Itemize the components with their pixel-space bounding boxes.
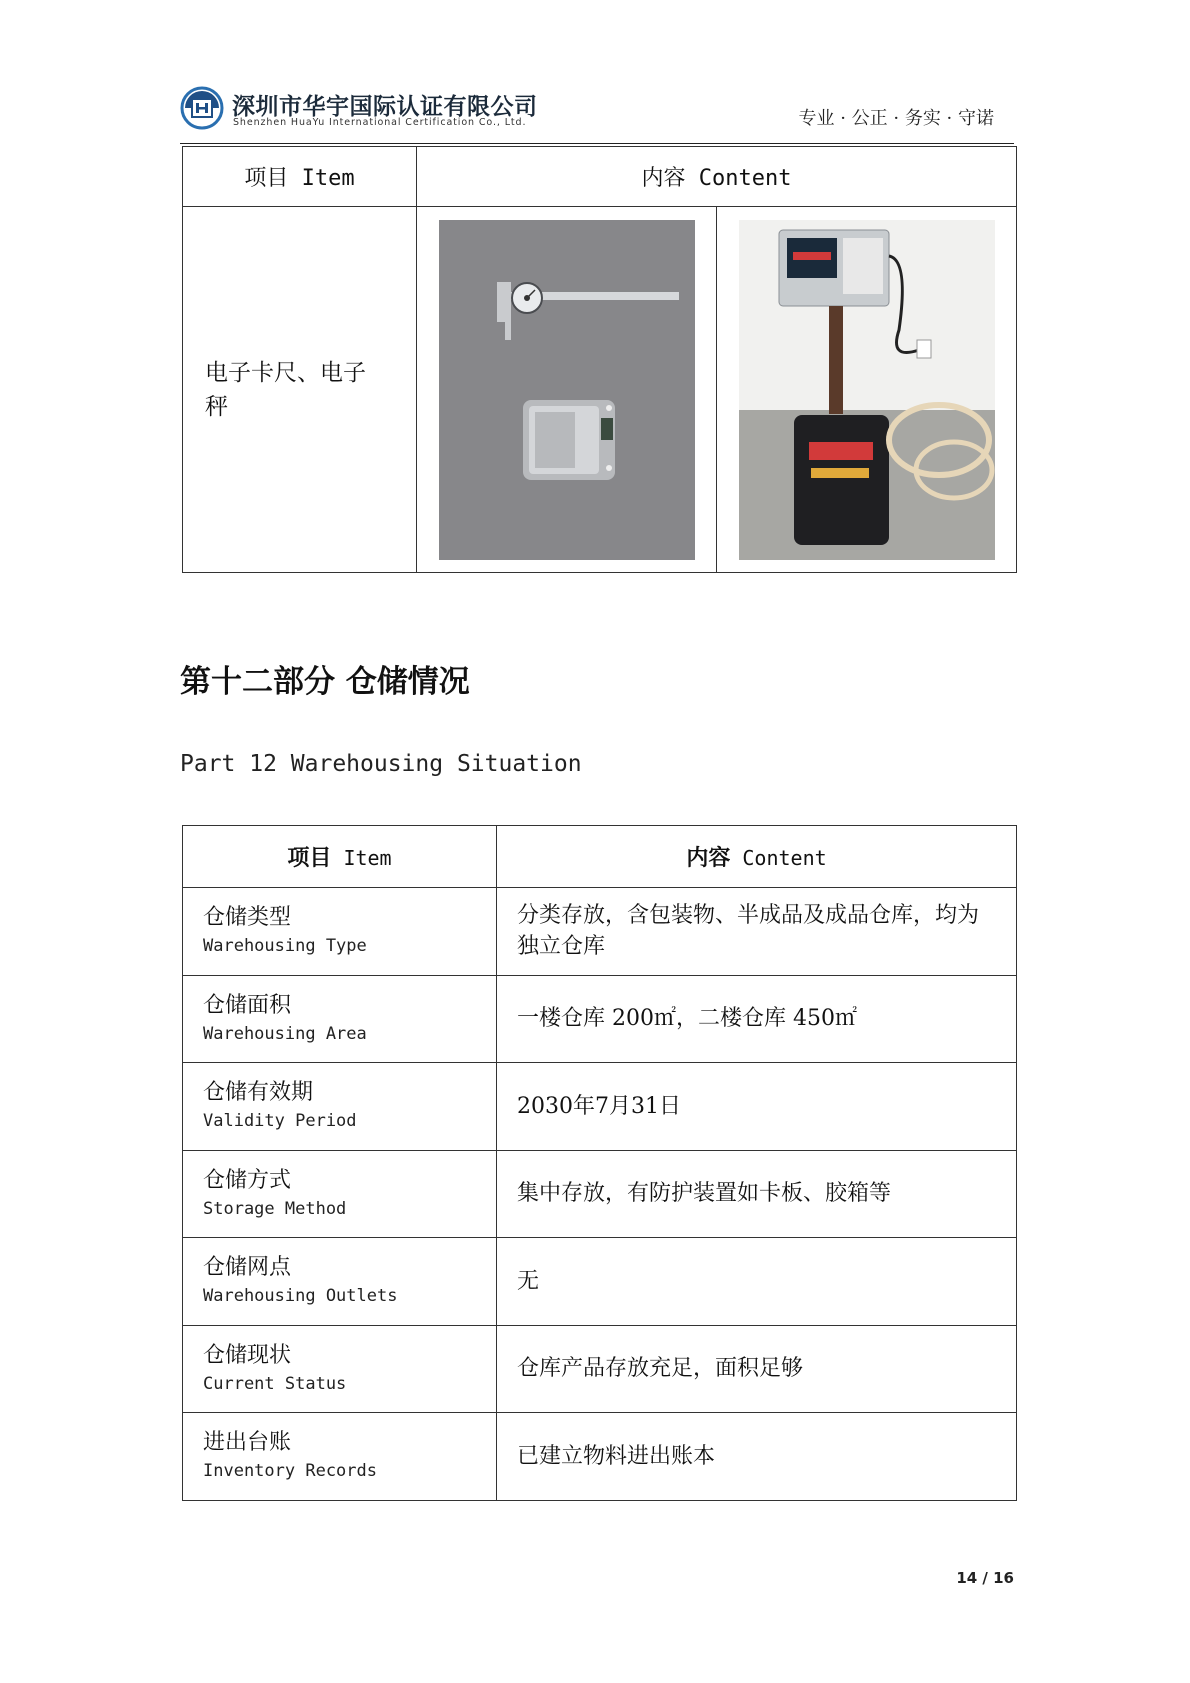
table-row xyxy=(183,1063,1017,1151)
row-label-cn: 仓储方式 xyxy=(203,1167,292,1193)
col-item-header xyxy=(183,147,417,207)
table-header-row xyxy=(183,826,1017,888)
row-value: 仓库产品存放充足，面积足够 xyxy=(497,1325,1017,1413)
row-label-cn: 仓储类型 xyxy=(203,905,292,931)
photo-cell-1 xyxy=(417,207,717,573)
row-value: 2030年7月31日 xyxy=(497,1063,1017,1151)
company-name-cn: 深圳市华宇国际认证有限公司 xyxy=(232,94,538,120)
section-subtitle: Part 12 Warehousing Situation xyxy=(180,751,582,777)
row-label xyxy=(183,1325,497,1413)
row-label-cn: 进出台账 xyxy=(203,1430,292,1456)
row-value: 已建立物料进出账本 xyxy=(497,1413,1017,1501)
section-title: 第十二部分 仓储情况 xyxy=(180,664,470,700)
row-label-cn: 仓储现状 xyxy=(203,1342,292,1368)
col-content-en: Content xyxy=(698,166,792,191)
row-label-cn: 仓储有效期 xyxy=(203,1080,314,1106)
table-row xyxy=(183,1325,1017,1413)
warehousing-table xyxy=(182,825,1017,1501)
col-content-en: Content xyxy=(742,846,827,870)
row-label-en: Inventory Records xyxy=(203,1461,377,1482)
row-value: 无 xyxy=(497,1238,1017,1326)
page-number: 14 / 16 xyxy=(956,1569,1014,1587)
col-item-cn: 项目 xyxy=(244,166,289,191)
table-row xyxy=(183,975,1017,1063)
company-logo-icon xyxy=(180,86,224,130)
page-header xyxy=(180,86,1014,144)
platform-scale-photo xyxy=(739,220,995,560)
col-item-en: Item xyxy=(301,166,355,191)
equipment-table xyxy=(182,146,1017,573)
row-label xyxy=(183,975,497,1063)
caliper-and-scale-photo xyxy=(439,220,695,560)
row-label-en: Current Status xyxy=(203,1373,347,1394)
row-value: 分类存放，含包装物、半成品及成品仓库，均为独立仓库 xyxy=(497,888,1017,976)
table-header-row xyxy=(183,147,1017,207)
col-item-cn: 项目 xyxy=(287,845,332,871)
row-label xyxy=(183,1063,497,1151)
row-label-en: Validity Period xyxy=(203,1111,357,1132)
col-content-cn: 内容 xyxy=(686,845,731,871)
row-label xyxy=(183,1238,497,1326)
col-content-header xyxy=(417,147,1017,207)
row-label-cn: 仓储面积 xyxy=(203,992,292,1018)
photo-cell-2 xyxy=(717,207,1017,573)
col-item-header xyxy=(183,826,497,888)
equipment-item-label: 电子卡尺、电子秤 xyxy=(205,359,366,420)
table-row xyxy=(183,1150,1017,1238)
row-label xyxy=(183,1413,497,1501)
row-value: 一楼仓库 200㎡，二楼仓库 450㎡ xyxy=(497,975,1017,1063)
col-item-en: Item xyxy=(343,846,392,870)
row-label-en: Warehousing Type xyxy=(203,936,367,957)
company-name-en: Shenzhen HuaYu International Certification Co., Ltd. xyxy=(233,117,527,128)
row-label-cn: 仓储网点 xyxy=(203,1255,292,1281)
row-label-en: Storage Method xyxy=(203,1198,347,1219)
row-value: 集中存放，有防护装置如卡板、胶箱等 xyxy=(497,1150,1017,1238)
row-label xyxy=(183,888,497,976)
table-row xyxy=(183,1413,1017,1501)
table-row xyxy=(183,888,1017,976)
row-label-en: Warehousing Outlets xyxy=(203,1286,398,1307)
table-row xyxy=(183,1238,1017,1326)
table-row xyxy=(183,207,1017,573)
col-content-header xyxy=(497,826,1017,888)
col-content-cn: 内容 xyxy=(641,166,686,191)
equipment-item-cell xyxy=(183,207,417,573)
row-label xyxy=(183,1150,497,1238)
row-label-en: Warehousing Area xyxy=(203,1023,367,1044)
company-motto: 专业 · 公正 · 务实 · 守诺 xyxy=(798,108,994,129)
